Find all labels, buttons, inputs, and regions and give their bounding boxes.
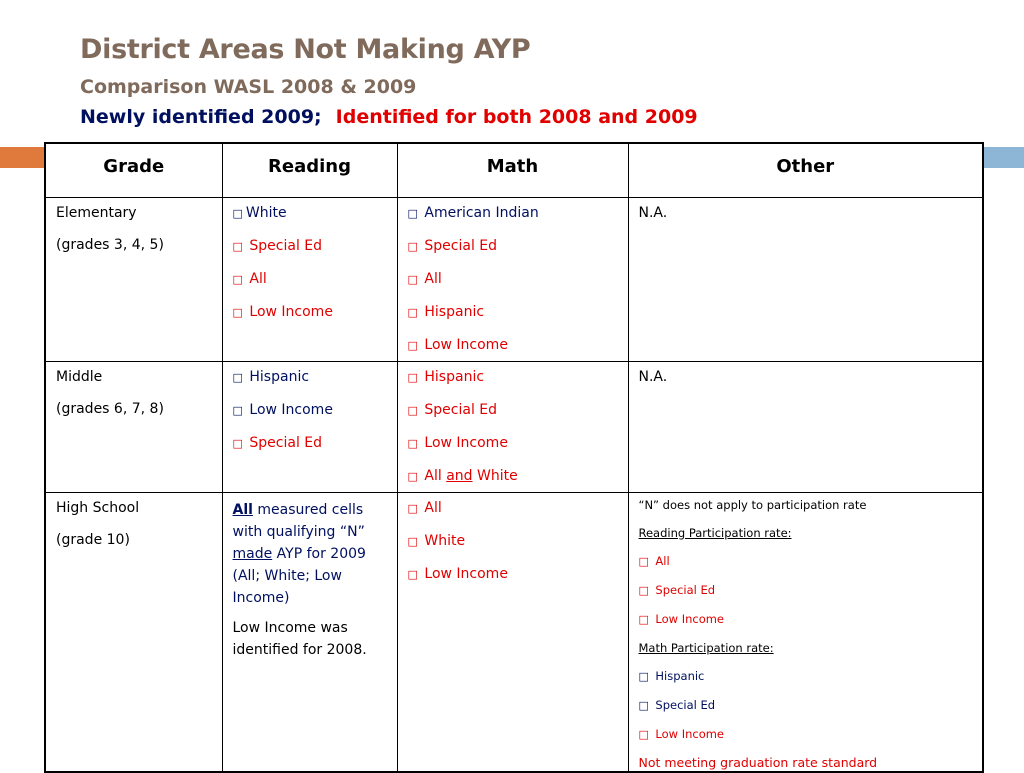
list-item xyxy=(639,582,973,599)
list-item xyxy=(408,270,618,289)
other-text: N.A. xyxy=(638,368,668,385)
square-bullet-icon: □ xyxy=(638,554,653,568)
square-bullet-icon: □ xyxy=(232,403,247,417)
slide-title: District Areas Not Making AYP xyxy=(80,34,531,65)
other-cell xyxy=(628,492,983,772)
item-text: Hispanic xyxy=(424,303,485,320)
item-text: Special Ed xyxy=(424,237,498,254)
graduation-note: Not meeting graduation rate standard xyxy=(638,754,878,770)
legend-newly-identified: Newly identified 2009 xyxy=(80,106,315,128)
square-bullet-icon: □ xyxy=(407,305,422,319)
square-bullet-icon: □ xyxy=(232,239,247,253)
item-text: Low Income xyxy=(424,565,508,582)
math-cell xyxy=(397,361,628,492)
ayp-table xyxy=(44,142,984,773)
table-row xyxy=(45,492,983,772)
list-item xyxy=(233,434,387,453)
square-bullet-icon: □ xyxy=(407,567,422,581)
list-item xyxy=(408,204,618,223)
accent-bar-orange xyxy=(0,147,47,168)
list-item xyxy=(408,467,618,486)
list-item xyxy=(233,204,387,223)
item-text: All xyxy=(249,270,267,287)
header-reading: Reading xyxy=(222,143,397,197)
item-text: Low Income xyxy=(249,401,333,418)
summary-text: measured cells with qualifying “N” xyxy=(232,501,365,540)
header-other: Other xyxy=(628,143,983,197)
grade-label: Elementary xyxy=(56,204,137,221)
reading-cell xyxy=(222,492,397,772)
square-bullet-icon: □ xyxy=(638,698,653,712)
square-bullet-icon: □ xyxy=(638,583,653,597)
reading-note: Low Income was identified for 2008. xyxy=(232,619,367,658)
square-bullet-icon: □ xyxy=(638,727,653,741)
other-text: N.A. xyxy=(638,204,668,221)
made-emphasis: made xyxy=(232,545,273,562)
list-item xyxy=(408,434,618,453)
reading-cell xyxy=(222,197,397,361)
item-text: White xyxy=(477,467,518,484)
grade-range: (grades 6, 7, 8) xyxy=(56,400,164,417)
item-text: Hispanic xyxy=(655,668,705,683)
grade-label: Middle xyxy=(56,368,103,385)
list-item xyxy=(233,270,387,289)
square-bullet-icon: □ xyxy=(407,501,422,515)
math-participation-heading: Math Participation rate: xyxy=(638,640,774,655)
list-item xyxy=(233,303,387,322)
header-math: Math xyxy=(397,143,628,197)
square-bullet-icon: □ xyxy=(407,436,422,450)
square-bullet-icon: □ xyxy=(407,403,422,417)
legend-both-years: Identified for both 2008 and 2009 xyxy=(335,106,698,128)
item-text: Low Income xyxy=(655,611,725,626)
square-bullet-icon: □ xyxy=(407,338,422,352)
item-text: Low Income xyxy=(424,434,508,451)
list-item xyxy=(408,303,618,322)
square-bullet-icon: □ xyxy=(638,669,653,683)
other-cell xyxy=(628,361,983,492)
square-bullet-icon: □ xyxy=(407,206,422,220)
list-item xyxy=(408,336,618,355)
legend-separator: ; xyxy=(314,106,322,128)
item-text: Special Ed xyxy=(655,697,716,712)
square-bullet-icon: □ xyxy=(232,272,247,286)
list-item xyxy=(408,368,618,387)
list-item xyxy=(639,668,973,685)
item-text: Low Income xyxy=(655,726,725,741)
item-text: White xyxy=(424,532,466,549)
header-grade: Grade xyxy=(45,143,222,197)
color-legend xyxy=(80,106,698,128)
item-text: Special Ed xyxy=(424,401,498,418)
list-item xyxy=(408,532,618,551)
square-bullet-icon: □ xyxy=(407,272,422,286)
item-text: White xyxy=(245,204,287,221)
item-text: All xyxy=(655,553,670,568)
other-cell xyxy=(628,197,983,361)
table-row xyxy=(45,361,983,492)
reading-participation-heading: Reading Participation rate: xyxy=(638,525,792,540)
item-text: Special Ed xyxy=(249,237,323,254)
square-bullet-icon: □ xyxy=(232,305,247,319)
list-item xyxy=(639,553,973,570)
grade-cell xyxy=(45,361,222,492)
all-emphasis: All xyxy=(232,501,253,518)
square-bullet-icon: □ xyxy=(407,469,422,483)
table-row xyxy=(45,197,983,361)
list-item xyxy=(233,401,387,420)
item-text: Hispanic xyxy=(424,368,485,385)
item-text: Low Income xyxy=(249,303,333,320)
list-item xyxy=(639,697,973,714)
square-bullet-icon: □ xyxy=(407,370,422,384)
grade-range: (grade 10) xyxy=(56,531,130,548)
reading-summary xyxy=(233,499,387,609)
list-item xyxy=(408,401,618,420)
item-text: All xyxy=(424,467,442,484)
item-text: Special Ed xyxy=(249,434,323,451)
grade-cell xyxy=(45,197,222,361)
list-item xyxy=(639,726,973,743)
list-item xyxy=(233,368,387,387)
item-text-and: and xyxy=(446,467,473,484)
item-text: Low Income xyxy=(424,336,508,353)
item-text: All xyxy=(424,270,442,287)
item-text: American Indian xyxy=(424,204,539,221)
slide-subtitle: Comparison WASL 2008 & 2009 xyxy=(80,76,417,98)
item-text: Hispanic xyxy=(249,368,310,385)
list-item xyxy=(233,237,387,256)
square-bullet-icon: □ xyxy=(407,534,422,548)
item-text: Special Ed xyxy=(655,582,716,597)
grade-label: High School xyxy=(56,499,140,516)
math-cell xyxy=(397,197,628,361)
other-note: “N” does not apply to participation rate xyxy=(638,497,867,512)
grade-range: (grades 3, 4, 5) xyxy=(56,236,164,253)
square-bullet-icon: □ xyxy=(232,370,247,384)
square-bullet-icon: □ xyxy=(638,612,653,626)
math-cell xyxy=(397,492,628,772)
item-text: All xyxy=(424,499,442,516)
list-item xyxy=(408,237,618,256)
list-item xyxy=(408,565,618,584)
list-item xyxy=(639,611,973,628)
grade-cell xyxy=(45,492,222,772)
summary-text: AYP for 2009 (All; White; Low Income) xyxy=(232,545,366,606)
list-item xyxy=(408,499,618,518)
square-bullet-icon: □ xyxy=(232,436,247,450)
table-header-row xyxy=(45,143,983,197)
square-bullet-icon: □ xyxy=(407,239,422,253)
square-bullet-icon: □ xyxy=(232,206,243,220)
reading-cell xyxy=(222,361,397,492)
